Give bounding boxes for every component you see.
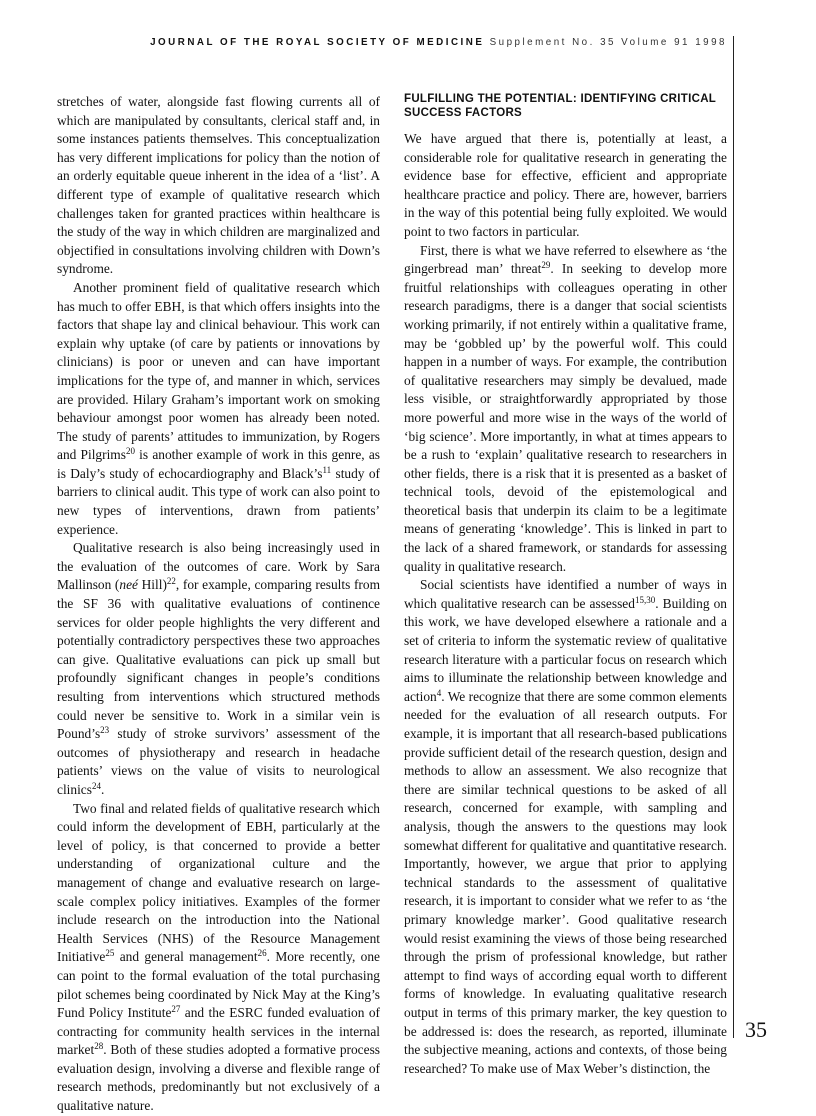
paragraph: We have argued that there is, potentially at least, a considerable role for qualitative research in generating the evidence base for effective, efficient and appropriate healthcare practice and policy. There are, however, barriers in the way of this potential being fully exploited. We would point to two factors in particular.: [404, 131, 727, 239]
journal-title: JOURNAL OF THE ROYAL SOCIETY OF MEDICINE: [150, 37, 485, 48]
page-number: 35: [745, 1017, 767, 1042]
section-heading: FULFILLING THE POTENTIAL: IDENTIFYING CRITICAL SUCCESS FACTORS: [404, 93, 716, 119]
reference-marker: 25: [105, 948, 115, 959]
paragraph: First, there is what we have referred to elsewhere as ‘the gingerbread man’ threat$^{29}$. In seeking to develop more fruitful relationships with colleagues operating in other research paradigms, there is a danger that social scientists working primarily, if not entirely within a qualitative frame, may be ‘gobbled up’ by the powerful wolf. This could happen in a number of ways. For example, the contribution of qualitative researchers may simply be devalued, made less visible, or straightforwardly appropriated by those more powerful and more wise in the ways of the world of ‘big science’. More importantly, in what at times appears to be a rush to ‘explain’ qualitative research to researchers in other fields, there is a risk that it is presented as a basket of technical tools, devoid of the epistemological and theoretical basis that underpin its claim to be a legitimate means of generating ‘knowledge’. This is linked in part to the lack of a shared framework, or standards for assessing quality in qualitative research.: [404, 242, 727, 574]
reference-marker: 11: [322, 464, 332, 475]
paragraph: Qualitative research is also being increasingly used in the evaluation of the outcomes of care. Work by Sara Mallinson (neé Hill)$^{22}$, for example, comparing results from the SF 36 with qualitative evaluations of continence services for older people highlights the very different and potentially contradictory perspectives these two approaches can give. Qualitative evaluations can pick up small but profoundly significant changes in people’s conditions resulting from interventions which structured methods could never be sensitive to. Work in a similar vein is $Pound’s^{23}$ study of stroke survivors’ assessment of the outcomes of physiotherapy and research in headache patients’ views on the value of visits to neurological clinics$^{24}$.: [57, 540, 380, 797]
reference-marker: 15,30: [634, 594, 656, 605]
reference-marker: 24: [91, 780, 101, 791]
right-column: [404, 93, 727, 1078]
reference-marker: 29: [541, 260, 551, 271]
reference-marker: 4: [436, 687, 442, 698]
reference-marker: 27: [171, 1004, 181, 1015]
paragraph: Two final and related fields of qualitative research which could inform the development of EBH, particularly at the level of policy, is that concerned to provide a better understanding of organizational culture and the management of change and evaluative research on large-scale complex policy initiatives. Examples of the former include research on the introduction into the National Health Services (NHS) of the Resource Management Initiative$^{25}$ and general management$^{26}$. More recently, one can point to the formal evaluation of the total purchasing pilot schemes being coordinated by Nick May at the King’s Fund Policy Institute$^{27}$ and the ESRC funded evaluation of contracting for community health services in the internal market$^{28}$. Both of these studies adopted a formative process evaluation design, involving a diverse and flexible range of research methods, predominantly but not exclusively of a qualitative nature.: [57, 800, 380, 1114]
reference-marker: 26: [257, 948, 267, 959]
paragraph: Another prominent field of qualitative research which has much to offer EBH, is that which offers insights into the factors that shape lay and clinical behaviour. This work can explain why uptake (of care by patients or innovations by clinicians) is poor or uneven and can have important implications for the type of, and manner in which, services are provided. Hilary Graham’s important work on smoking behaviour amongst poor women has already been noted. The study of parents’ attitudes to immunization, by Rogers and Pilgrims$^{20}$ is another example of work in this genre, as is Daly’s study of echocardiography and $Black’s^{11}$ study of barriers to clinical audit. This type of work can also point to new types of interventions, drawn from patients’ experience.: [57, 279, 381, 537]
reference-marker: 20: [125, 446, 135, 457]
margin-rule: [733, 36, 734, 1038]
reference-marker: 22: [166, 576, 176, 587]
left-column: [57, 93, 380, 1116]
paragraph: Social scientists have identified a number of ways in which qualitative research can be assessed$^{15,30}$. Building on this work, we have developed elsewhere a rationale and a set of criteria to inform the systematic review of qualitative research literature with a particular focus on research which aims to illuminate the relationship between knowledge and action$^4$. We recognize that there are some common elements needed for the evaluation of all research outputs. For example, it is important that all research-based publications provide sufficient detail of the research question, design and methods to allow an assessment. We also recognize that there are similar technical questions to be asked of all research, concerned for example, with sampling and analysis, though the answers to the questions may look somewhat different for qualitative and quantitative research. Importantly, however, we argue that prior to applying technical standards to the assessment of qualitative research, it is important to consider what we refer to as ‘the primary knowledge marker’. Good qualitative research would resist examining the views of those being researched through the prism of professional knowledge, but rather attempt to find ways of according equal worth to different forms of knowledge. In evaluating qualitative research output in terms of this primary marker, the key question to be addressed is: does the research, as reported, illuminate the subjective meaning, actions and contexts, of those being researched? To make use of Max Weber’s distinction, the: [404, 577, 727, 1076]
running-header: [0, 37, 727, 48]
reference-marker: 23: [100, 725, 110, 736]
reference-marker: 28: [94, 1041, 104, 1052]
paragraph: stretches of water, alongside fast flowing currents all of which are manipulated by consultants, clerical staff and, in some instances patients themselves. This conceptualization has very different implications for policy than the notion of an orderly equitable queue inherent in the idea of a ‘list’. A different type of example of qualitative research which challenges taken for granted practices within healthcare is the study of the way in which children are marginalized and objectified in consultations involving children with Down’s syndrome.: [57, 94, 380, 277]
supplement-info: Supplement No. 35 Volume 91 1998: [489, 37, 727, 48]
